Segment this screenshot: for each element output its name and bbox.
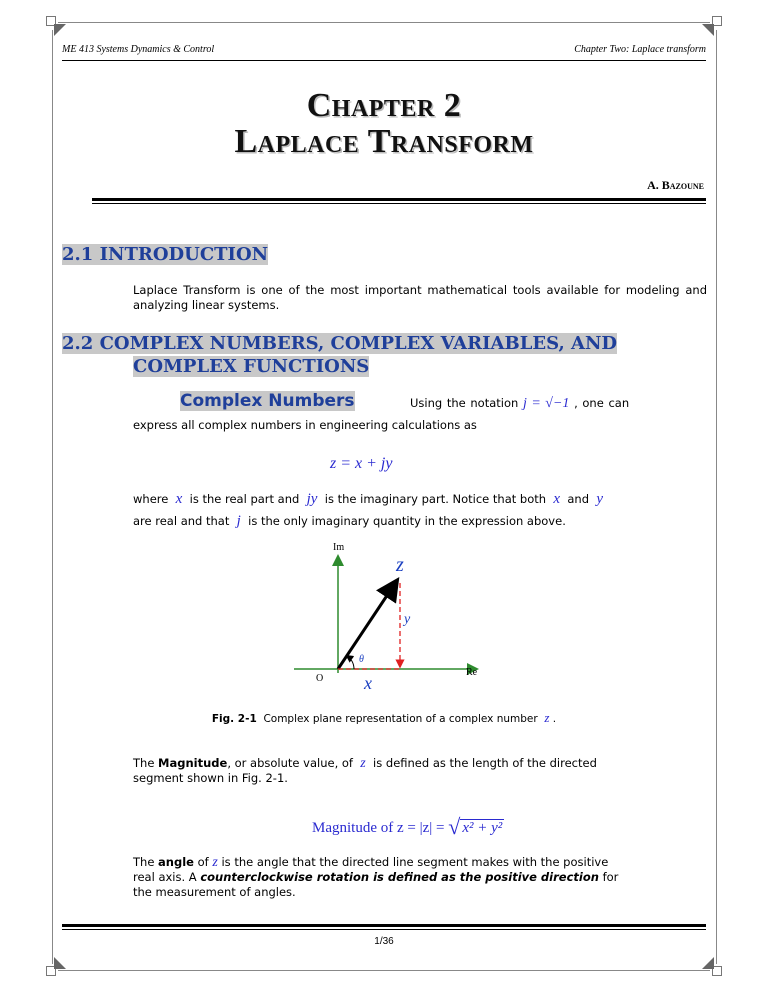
z-label: z — [396, 554, 404, 576]
section-heading-2-2: 2.2 COMPLEX NUMBERS, COMPLEX VARIABLES, AND — [62, 333, 618, 354]
im-label: Im — [333, 542, 345, 553]
complex-plane-figure — [280, 535, 490, 695]
real-line: are real and that j is the only imaginary quantity in the expression above. — [133, 513, 566, 529]
intro-paragraph: Laplace Transform is one of the most important mathematical tools available for modeling and analyzing linear systems. — [133, 283, 707, 312]
complex-intro-line2: express all complex numbers in engineering calculations as — [133, 418, 477, 432]
angle-paragraph: The angle of z is the angle that the directed line segment makes with the positive real axis. A counterclockwise rotation is defined as the positive direction for the measurement of angles. — [133, 855, 619, 899]
title-rule-thick — [92, 198, 706, 201]
re-label: Re — [466, 667, 478, 678]
magnitude-paragraph: The Magnitude, or absolute value, of z is defined as the length of the directed segment shown in Fig. 2-1. — [133, 756, 707, 786]
title-rule-thin — [92, 203, 706, 204]
vector-z — [338, 582, 396, 669]
magnitude-equation: Magnitude of z = |z| = √ x² + y² — [312, 814, 503, 839]
x-label: x — [364, 673, 372, 693]
subheading-complex-numbers: Complex Numbers — [180, 391, 355, 411]
notation-line: Using the notation j = √−1 , one can — [410, 396, 630, 411]
magnitude-line2: segment shown in Fig. 2-1. — [133, 771, 288, 785]
section-heading-2-1: 2.1 INTRODUCTION — [62, 244, 269, 265]
origin-label: O — [316, 673, 324, 684]
header-left: ME 413 Systems Dynamics & Control — [62, 44, 215, 55]
theta-label: θ — [359, 654, 364, 665]
chapter-title-line2: Laplace Transform — [234, 123, 534, 160]
corner-triangle-tr — [700, 24, 714, 38]
equation-z: z = x + jy — [330, 455, 393, 472]
section-heading-2-2-cont: COMPLEX FUNCTIONS — [133, 356, 370, 377]
page-number: 1/36 — [374, 936, 394, 947]
where-line: where x is the real part and jy is the imaginary part. Notice that both x and y — [133, 491, 603, 507]
corner-triangle-bl — [54, 955, 68, 969]
footer-rule-thin — [62, 929, 706, 930]
header-rule — [62, 60, 706, 61]
author: A. Bazoune — [647, 178, 704, 192]
header-right: Chapter Two: Laplace transform — [574, 44, 706, 55]
figure-caption: Fig. 2-1 Complex plane representation of a complex number z . — [211, 710, 557, 725]
corner-triangle-br — [700, 955, 714, 969]
chapter-title-line1: Chapter 2 — [306, 87, 462, 124]
theta-arc — [347, 656, 354, 669]
footer-rule-thick — [62, 924, 706, 927]
y-label: y — [404, 612, 411, 627]
corner-triangle-tl — [54, 24, 68, 38]
